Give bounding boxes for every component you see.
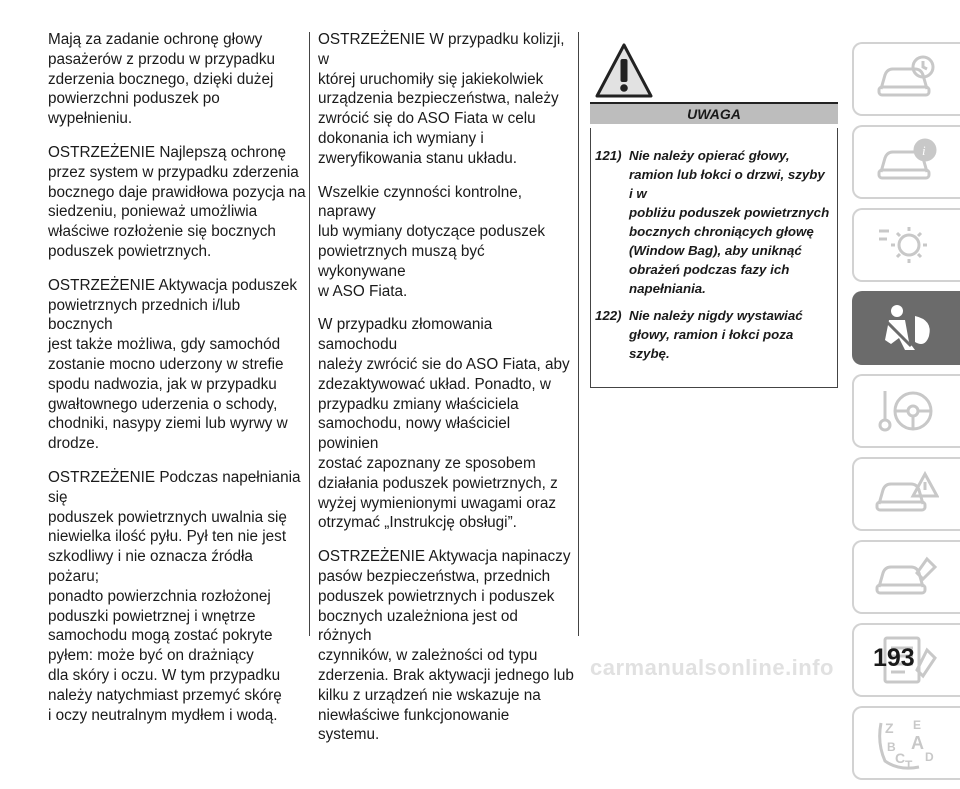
warning-note — [595, 306, 831, 363]
steering-key-icon — [875, 385, 939, 437]
svg-text:A: A — [911, 733, 924, 753]
car-dashboard-icon — [875, 55, 939, 103]
note-text: Nie należy nigdy wystawiać głowy, ramion i łokci poza szybę. — [629, 308, 803, 361]
note-number: 122) — [595, 308, 622, 323]
note-number: 121) — [595, 148, 622, 163]
tab-index[interactable] — [852, 706, 960, 780]
car-service-icon — [875, 553, 939, 601]
svg-text:Z: Z — [885, 720, 894, 736]
svg-text:i: i — [922, 143, 926, 158]
column-divider — [309, 32, 310, 636]
watermark: carmanualsonline.info — [590, 655, 834, 680]
text-column-middle — [318, 30, 574, 759]
note-text: Nie należy opierać głowy, ramion lub łokci o drzwi, szyby i w pobliżu poduszek powietrznych bocznych chroniących głowę (Window Bag), aby uniknąć obrażeń podczas fazy ich napełniania. — [629, 148, 830, 296]
tab-safety[interactable] — [852, 291, 960, 365]
lights-icon — [875, 221, 939, 269]
svg-text:T: T — [905, 758, 913, 771]
tab-dashboard[interactable] — [852, 42, 960, 116]
car-info-icon — [875, 138, 939, 186]
paragraph: OSTRZEŻENIE Najlepszą ochronę przez system w przypadku zderzenia bocznego daje prawidłowa pozycja na siedzeniu, ponieważ umożliwia właściwe rozłożenie się bocznych poduszek powietrznych. — [48, 143, 306, 260]
warning-title: UWAGA — [590, 102, 838, 124]
svg-text:C: C — [895, 750, 906, 766]
paragraph: OSTRZEŻENIE Aktywacja poduszek powietrznych przednich i/lub bocznych jest także możliwa, gdy samochód zostanie mocno uderzony w strefie spodu nadwozia, jak w przypadku gwałtownego uderzenia o schody, chodniki, nasypy ziemi lub wyrwy w drodze. — [48, 276, 298, 453]
paragraph: Mają za zadanie ochronę głowy pasażerów z przodu w przypadku zderzenia bocznego, dzięki dużej powierzchni poduszek po wypełnieniu. — [48, 31, 276, 128]
airbag-safety-icon — [875, 302, 939, 354]
tab-starting-driving[interactable] — [852, 374, 960, 448]
chapter-tabs — [852, 42, 960, 789]
warning-triangle-icon — [594, 42, 654, 100]
svg-text:D: D — [925, 750, 934, 764]
tab-service[interactable] — [852, 540, 960, 614]
text-column-left — [48, 30, 306, 739]
alphabetical-index-icon — [875, 715, 939, 771]
car-warning-icon — [875, 470, 939, 518]
column-divider — [578, 32, 579, 636]
paragraph: OSTRZEŻENIE Aktywacja napinaczy pasów bezpieczeństwa, przednich poduszek powietrznych i poduszek bocznych uzależniona jest od różnych czynników, w zależności od typu zderzenia. Brak aktywacji jednego lub kilku z urządzeń nie wskazuje na niewłaściwe funkcjonowanie systemu. — [318, 548, 574, 744]
page-number: 193 — [873, 644, 915, 672]
warning-box — [590, 42, 838, 388]
warning-note — [595, 146, 831, 298]
tab-lights[interactable] — [852, 208, 960, 282]
paragraph: OSTRZEŻENIE W przypadku kolizji, w której uruchomiły się jakiekolwiek urządzenia bezpieczeństwa, należy zwrócić się do ASO Fiata w celu dokonania ich wymiany i zweryfikowania stanu układu. — [318, 31, 565, 167]
warning-notes — [590, 128, 838, 388]
svg-text:B: B — [887, 740, 896, 754]
svg-text:E: E — [913, 718, 922, 732]
paragraph: OSTRZEŻENIE Podczas napełniania się poduszek powietrznych uwalnia się niewielka ilość pyłu. Pył ten nie jest szkodliwy i nie oznacza źródła pożaru; ponadto powierzchnia rozłożonej poduszki powietrznej i wnętrze samochodu mogą zostać pokryte pyłem: może być on drażniący dla skóry i oczu. W tym przypadku należy natychmiast przemyć skórę i oczy neutralnym mydłem i wodą. — [48, 468, 301, 724]
paragraph: Wszelkie czynności kontrolne, naprawy lub wymiany dotyczące poduszek powietrznych muszą być wykonywane w ASO Fiata. — [318, 183, 546, 300]
tab-emergency[interactable] — [852, 457, 960, 531]
paragraph: W przypadku złomowania samochodu należy zwrócić sie do ASO Fiata, aby zdezaktywować układ. Ponadto, w przypadku zmiany właściciela samochodu, nowy właściciel powinien zostać zapoznany ze sposobem działania poduszek powietrznych, z wyżej wymienionymi uwagami oraz otrzymać „Instrukcję obsługi”. — [318, 316, 570, 532]
tab-info[interactable] — [852, 125, 960, 199]
